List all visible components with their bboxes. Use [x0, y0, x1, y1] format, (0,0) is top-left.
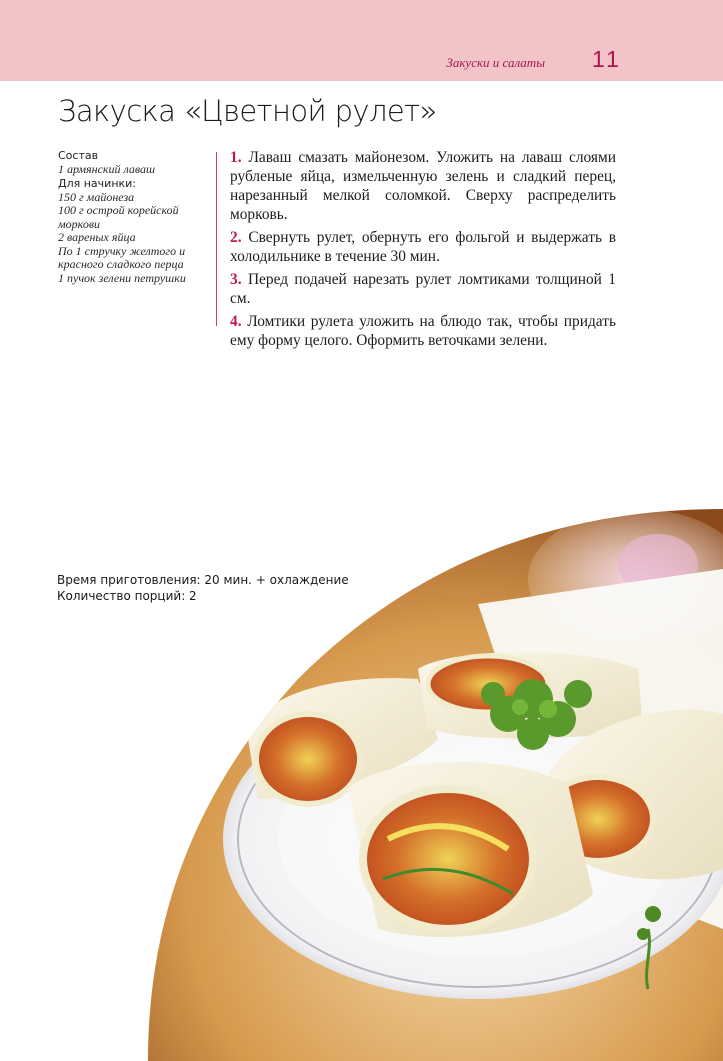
ingredient-item: 2 вареных яйца — [58, 230, 136, 244]
servings: Количество порций: 2 — [57, 589, 197, 603]
step-number: 1. — [230, 149, 242, 166]
dish-photo — [148, 509, 723, 1061]
step-4 — [230, 312, 616, 350]
page-number: 11 — [592, 46, 622, 72]
step-1 — [230, 148, 616, 224]
step-2 — [230, 228, 616, 266]
ingredient-item: 1 пучок зелени петрушки — [58, 270, 186, 285]
ingredient-item: По 1 стручку желтого и красного сладкого перца — [58, 243, 186, 271]
step-number: 2. — [230, 229, 242, 246]
ingredient-item: 100 г острой корейской моркови — [58, 203, 179, 231]
column-divider — [216, 152, 217, 326]
ingredient-item: 1 армянский лаваш — [58, 162, 156, 176]
step-text: Лаваш смазать майонезом. Уложить на лаваш слоями рубленые яйца, измельченную зелень и сладкий перец, нарезанный мелкой соломкой. Сверху распределить морковь. — [230, 149, 616, 223]
ingredients-list — [58, 149, 214, 285]
ingredient-item: 150 г майонеза — [58, 189, 135, 204]
page-title: Закуска «Цветной рулет» — [58, 94, 437, 128]
recipe-steps — [230, 148, 616, 354]
step-number: 3. — [230, 271, 242, 288]
step-number: 4. — [230, 313, 242, 330]
step-text: Свернуть рулет, обернуть его фольгой и выдержать в холодильнике в течение 30 мин. — [230, 229, 616, 265]
step-text: Перед подачей нарезать рулет ломтиками толщиной 1 см. — [230, 271, 616, 307]
step-3 — [230, 270, 616, 308]
step-text: Ломтики рулета уложить на блюдо так, чтобы придать ему форму целого. Оформить веточками зелени. — [230, 313, 616, 349]
ingredients-heading: Состав — [58, 149, 99, 162]
prep-time: Время приготовления: 20 мин. + охлаждение — [57, 573, 349, 587]
running-header-section: Закуски и салаты — [446, 55, 545, 70]
filling-heading: Для начинки: — [58, 176, 137, 190]
